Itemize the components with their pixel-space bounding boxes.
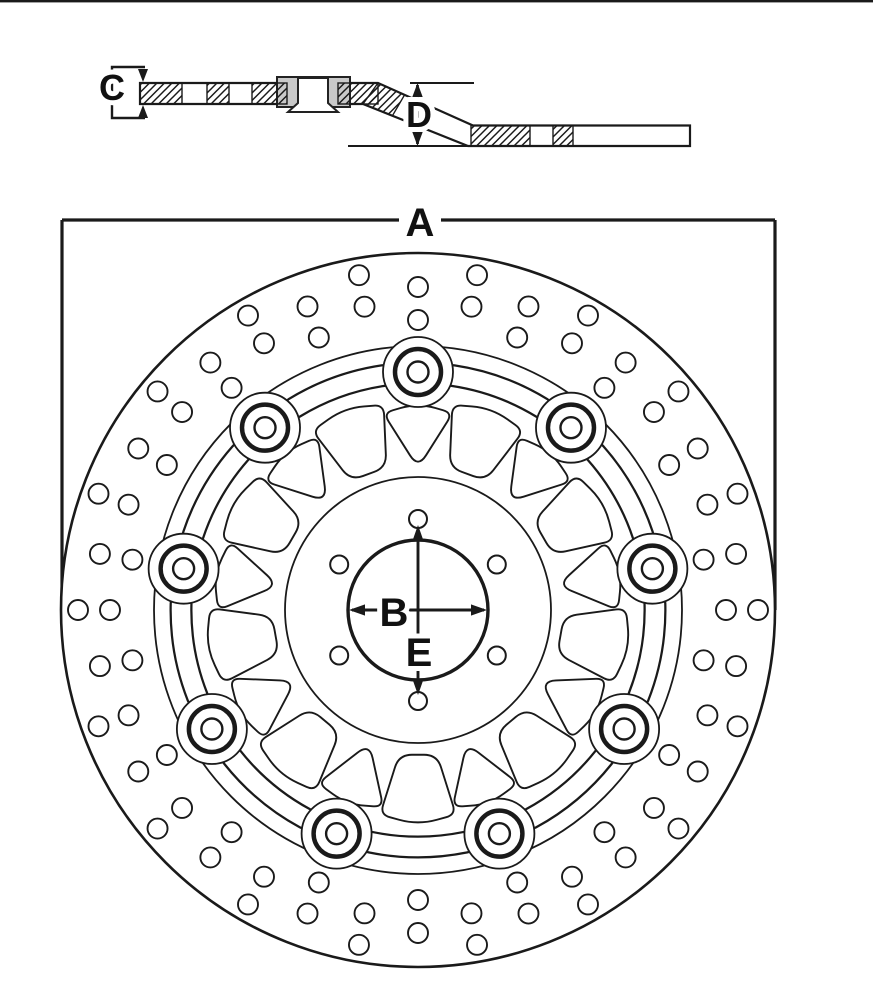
dim-label-thickness-C: C (99, 67, 125, 108)
front-view (61, 220, 775, 967)
dim-label-offset-D: D (406, 94, 432, 135)
cross-section-view (112, 67, 690, 146)
dim-label-bore-B: B (379, 591, 409, 635)
dim-label-outer-diameter-A: A (405, 201, 435, 245)
page-top-border (0, 0, 873, 2)
dim-label-bolt-circle-E: E (405, 631, 433, 675)
